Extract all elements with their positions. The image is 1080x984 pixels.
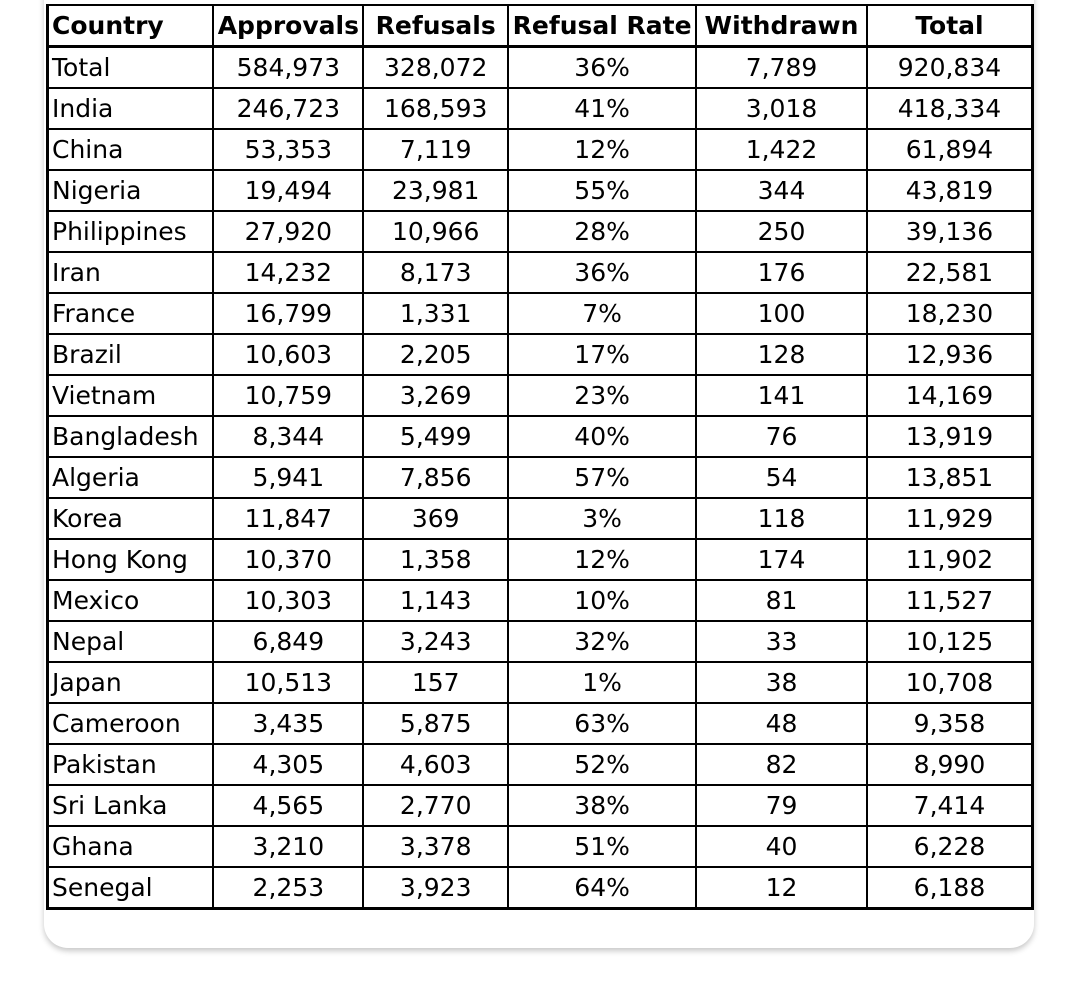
cell-country: Sri Lanka xyxy=(48,785,214,826)
cell-withdrawn: 33 xyxy=(696,621,867,662)
cell-approvals: 10,370 xyxy=(213,539,363,580)
cell-total: 13,851 xyxy=(867,457,1033,498)
table-row xyxy=(48,580,1033,621)
cell-withdrawn: 1,422 xyxy=(696,129,867,170)
cell-country: India xyxy=(48,88,214,129)
cell-total: 22,581 xyxy=(867,252,1033,293)
cell-total: 18,230 xyxy=(867,293,1033,334)
table-row xyxy=(48,88,1033,129)
cell-approvals: 10,759 xyxy=(213,375,363,416)
cell-refusals: 10,966 xyxy=(363,211,508,252)
cell-country: France xyxy=(48,293,214,334)
cell-refusals: 3,378 xyxy=(363,826,508,867)
cell-refusals: 23,981 xyxy=(363,170,508,211)
header-country: Country xyxy=(48,5,214,47)
cell-approvals: 11,847 xyxy=(213,498,363,539)
cell-withdrawn: 176 xyxy=(696,252,867,293)
cell-total: 43,819 xyxy=(867,170,1033,211)
cell-withdrawn: 48 xyxy=(696,703,867,744)
image-card xyxy=(44,0,1034,948)
table-row xyxy=(48,785,1033,826)
cell-country: Japan xyxy=(48,662,214,703)
cell-refusal-rate: 23% xyxy=(508,375,696,416)
cell-refusal-rate: 32% xyxy=(508,621,696,662)
cell-approvals: 4,565 xyxy=(213,785,363,826)
cell-country: Hong Kong xyxy=(48,539,214,580)
cell-refusals: 3,269 xyxy=(363,375,508,416)
cell-approvals: 10,603 xyxy=(213,334,363,375)
cell-refusals: 157 xyxy=(363,662,508,703)
table-row xyxy=(48,867,1033,909)
cell-withdrawn: 118 xyxy=(696,498,867,539)
cell-refusals: 5,875 xyxy=(363,703,508,744)
cell-approvals: 246,723 xyxy=(213,88,363,129)
cell-country: Nepal xyxy=(48,621,214,662)
table-row xyxy=(48,170,1033,211)
cell-withdrawn: 81 xyxy=(696,580,867,621)
cell-refusal-rate: 17% xyxy=(508,334,696,375)
cell-approvals: 4,305 xyxy=(213,744,363,785)
cell-refusal-rate: 3% xyxy=(508,498,696,539)
table-row xyxy=(48,375,1033,416)
cell-country: China xyxy=(48,129,214,170)
cell-approvals: 10,303 xyxy=(213,580,363,621)
cell-approvals: 2,253 xyxy=(213,867,363,909)
cell-total: 7,414 xyxy=(867,785,1033,826)
cell-refusal-rate: 36% xyxy=(508,47,696,89)
cell-refusal-rate: 38% xyxy=(508,785,696,826)
cell-withdrawn: 250 xyxy=(696,211,867,252)
cell-country: Iran xyxy=(48,252,214,293)
cell-withdrawn: 7,789 xyxy=(696,47,867,89)
table-row xyxy=(48,662,1033,703)
table-row xyxy=(48,498,1033,539)
cell-withdrawn: 141 xyxy=(696,375,867,416)
cell-country: Ghana xyxy=(48,826,214,867)
cell-total: 12,936 xyxy=(867,334,1033,375)
cell-country: Total xyxy=(48,47,214,89)
cell-total: 11,929 xyxy=(867,498,1033,539)
header-approvals: Approvals xyxy=(213,5,363,47)
cell-country: Mexico xyxy=(48,580,214,621)
table-row xyxy=(48,457,1033,498)
table-header-row xyxy=(48,5,1033,47)
cell-approvals: 8,344 xyxy=(213,416,363,457)
table-row xyxy=(48,539,1033,580)
cell-refusals: 3,923 xyxy=(363,867,508,909)
cell-country: Senegal xyxy=(48,867,214,909)
cell-refusal-rate: 10% xyxy=(508,580,696,621)
cell-total: 10,125 xyxy=(867,621,1033,662)
cell-refusals: 2,205 xyxy=(363,334,508,375)
cell-approvals: 10,513 xyxy=(213,662,363,703)
cell-withdrawn: 128 xyxy=(696,334,867,375)
header-refusal-rate: Refusal Rate xyxy=(508,5,696,47)
cell-approvals: 53,353 xyxy=(213,129,363,170)
cell-refusals: 2,770 xyxy=(363,785,508,826)
cell-refusal-rate: 52% xyxy=(508,744,696,785)
cell-withdrawn: 76 xyxy=(696,416,867,457)
cell-total: 10,708 xyxy=(867,662,1033,703)
cell-total: 6,228 xyxy=(867,826,1033,867)
cell-total: 13,919 xyxy=(867,416,1033,457)
cell-total: 11,527 xyxy=(867,580,1033,621)
table-body xyxy=(48,47,1033,909)
cell-withdrawn: 344 xyxy=(696,170,867,211)
cell-refusals: 328,072 xyxy=(363,47,508,89)
cell-refusal-rate: 12% xyxy=(508,539,696,580)
table-row xyxy=(48,47,1033,89)
cell-total: 8,990 xyxy=(867,744,1033,785)
cell-refusals: 168,593 xyxy=(363,88,508,129)
cell-country: Philippines xyxy=(48,211,214,252)
cell-country: Vietnam xyxy=(48,375,214,416)
cell-refusal-rate: 51% xyxy=(508,826,696,867)
cell-total: 418,334 xyxy=(867,88,1033,129)
cell-withdrawn: 38 xyxy=(696,662,867,703)
table-row xyxy=(48,703,1033,744)
spreadsheet-image xyxy=(46,4,1034,910)
cell-withdrawn: 40 xyxy=(696,826,867,867)
cell-refusal-rate: 64% xyxy=(508,867,696,909)
table-row xyxy=(48,416,1033,457)
refusal-data-table xyxy=(46,4,1034,910)
cell-total: 61,894 xyxy=(867,129,1033,170)
cell-refusals: 1,358 xyxy=(363,539,508,580)
cell-total: 11,902 xyxy=(867,539,1033,580)
cell-refusals: 5,499 xyxy=(363,416,508,457)
table-row xyxy=(48,252,1033,293)
cell-refusal-rate: 40% xyxy=(508,416,696,457)
cell-approvals: 3,210 xyxy=(213,826,363,867)
cell-refusal-rate: 57% xyxy=(508,457,696,498)
cell-refusal-rate: 41% xyxy=(508,88,696,129)
cell-refusal-rate: 28% xyxy=(508,211,696,252)
cell-withdrawn: 54 xyxy=(696,457,867,498)
cell-refusals: 3,243 xyxy=(363,621,508,662)
cell-approvals: 19,494 xyxy=(213,170,363,211)
header-withdrawn: Withdrawn xyxy=(696,5,867,47)
cell-approvals: 14,232 xyxy=(213,252,363,293)
cell-approvals: 27,920 xyxy=(213,211,363,252)
cell-country: Cameroon xyxy=(48,703,214,744)
cell-approvals: 5,941 xyxy=(213,457,363,498)
cell-refusals: 1,331 xyxy=(363,293,508,334)
cell-refusal-rate: 1% xyxy=(508,662,696,703)
table-row xyxy=(48,293,1033,334)
cell-refusal-rate: 12% xyxy=(508,129,696,170)
cell-country: Algeria xyxy=(48,457,214,498)
cell-approvals: 584,973 xyxy=(213,47,363,89)
table-row xyxy=(48,334,1033,375)
cell-refusals: 1,143 xyxy=(363,580,508,621)
cell-approvals: 3,435 xyxy=(213,703,363,744)
cell-total: 920,834 xyxy=(867,47,1033,89)
table-row xyxy=(48,621,1033,662)
cell-total: 9,358 xyxy=(867,703,1033,744)
cell-total: 6,188 xyxy=(867,867,1033,909)
cell-refusal-rate: 36% xyxy=(508,252,696,293)
cell-country: Nigeria xyxy=(48,170,214,211)
cell-approvals: 6,849 xyxy=(213,621,363,662)
cell-country: Pakistan xyxy=(48,744,214,785)
cell-refusal-rate: 7% xyxy=(508,293,696,334)
table-row xyxy=(48,129,1033,170)
cell-total: 39,136 xyxy=(867,211,1033,252)
cell-refusals: 369 xyxy=(363,498,508,539)
table-row xyxy=(48,826,1033,867)
header-total: Total xyxy=(867,5,1033,47)
cell-country: Brazil xyxy=(48,334,214,375)
cell-withdrawn: 100 xyxy=(696,293,867,334)
cell-approvals: 16,799 xyxy=(213,293,363,334)
cell-refusals: 7,856 xyxy=(363,457,508,498)
cell-refusals: 8,173 xyxy=(363,252,508,293)
table-row xyxy=(48,211,1033,252)
cell-withdrawn: 12 xyxy=(696,867,867,909)
header-refusals: Refusals xyxy=(363,5,508,47)
cell-refusals: 4,603 xyxy=(363,744,508,785)
cell-withdrawn: 79 xyxy=(696,785,867,826)
cell-refusals: 7,119 xyxy=(363,129,508,170)
cell-country: Korea xyxy=(48,498,214,539)
table-row xyxy=(48,744,1033,785)
cell-refusal-rate: 63% xyxy=(508,703,696,744)
cell-refusal-rate: 55% xyxy=(508,170,696,211)
cell-total: 14,169 xyxy=(867,375,1033,416)
cell-withdrawn: 82 xyxy=(696,744,867,785)
cell-withdrawn: 3,018 xyxy=(696,88,867,129)
cell-country: Bangladesh xyxy=(48,416,214,457)
cell-withdrawn: 174 xyxy=(696,539,867,580)
